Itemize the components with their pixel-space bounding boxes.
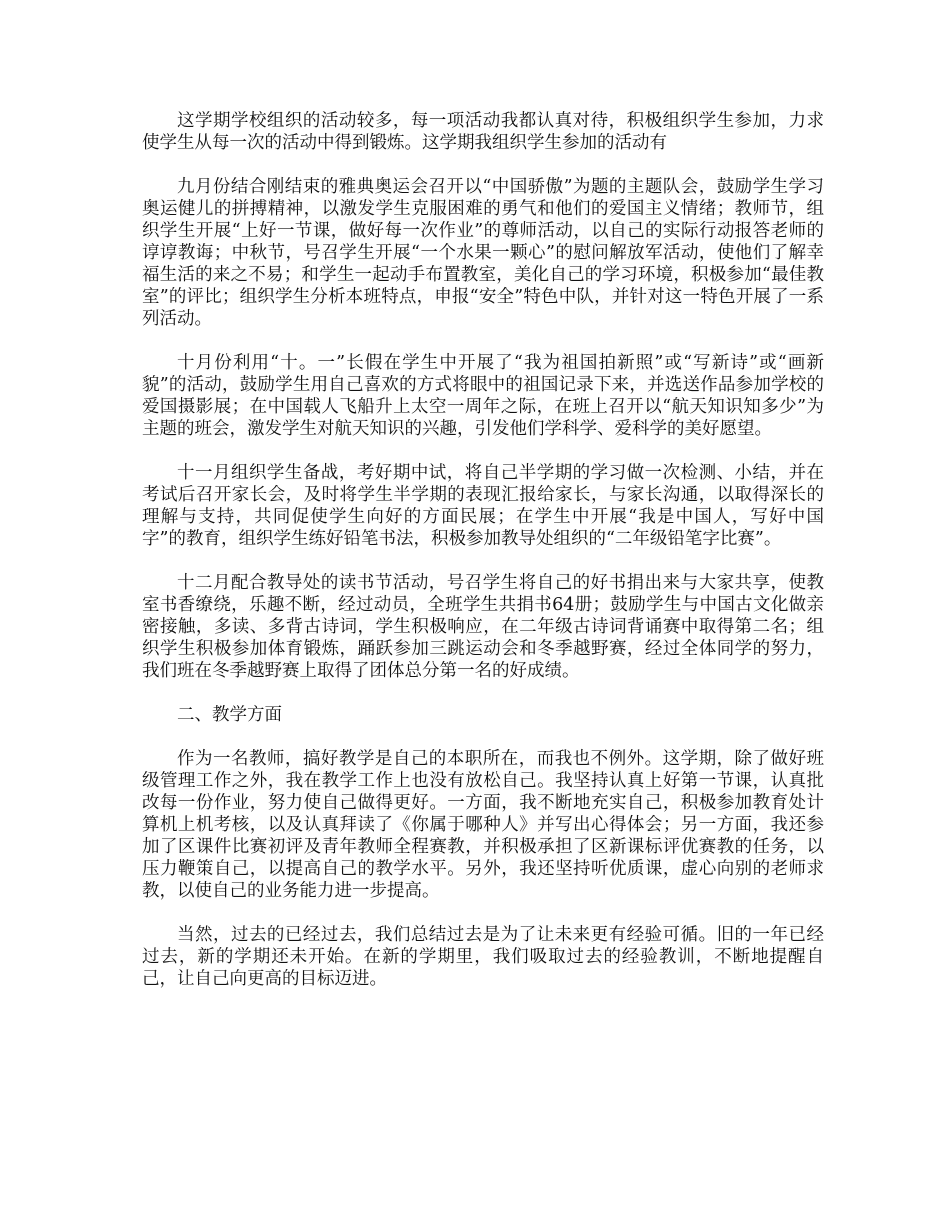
paragraph-december: 十二月配合教导处的读书节活动，号召学生将自己的好书捐出来与大家共享，使教室书香缭绕，乐趣不断，经过动员，全班学生共捐书64册；鼓励学生与中国古文化做亲密接触，多读、多背古诗词，学生积极响应，在二年级古诗词背诵赛中取得第二名；组织学生积极参加体育锻炼，踊跃参加三跳运动会和冬季越野赛，经过全体同学的努力，我们班在冬季越野赛上取得了团体总分第一名的好成绩。 — [142, 573, 824, 681]
paragraph-september: 九月份结合刚结束的雅典奥运会召开以“中国骄傲”为题的主题队会，鼓励学生学习奥运健儿的拼搏精神，以激发学生克服困难的勇气和他们的爱国主义情绪；教师节，组织学生开展“上好一节课，做好每一次作业”的尊师活动，以自己的实际行动报答老师的谆谆教诲；中秋节，号召学生开展“一个水果一颗心”的慰问解放军活动，使他们了解幸福生活的来之不易；和学生一起动手布置教室，美化自己的学习环境，积极参加“最佳教室”的评比；组织学生分析本班特点，申报“安全”特色中队，并针对这一特色开展了一系列活动。 — [142, 177, 824, 329]
paragraph-october: 十月份利用“十。一”长假在学生中开展了“我为祖国拍新照”或“写新诗”或“画新貌”的活动，鼓励学生用自己喜欢的方式将眼中的祖国记录下来，并选送作品参加学校的爱国摄影展；在中国载人飞船升上太空一周年之际，在班上召开以“航天知识知多少”为主题的班会，激发学生对航天知识的兴趣，引发他们学科学、爱科学的美好愿望。 — [142, 353, 824, 439]
paragraph-conclusion: 当然，过去的已经过去，我们总结过去是为了让未来更有经验可循。旧的一年已经过去，新的学期还未开始。在新的学期里，我们吸取过去的经验教训，不断地提醒自己，让自己向更高的目标迈进。 — [142, 925, 824, 989]
section-heading-teaching: 二、教学方面 — [177, 705, 282, 725]
paragraph-activities-intro: 这学期学校组织的活动较多，每一项活动我都认真对待，积极组织学生参加，力求使学生从每一次的活动中得到锻炼。这学期我组织学生参加的活动有 — [142, 111, 824, 153]
paragraph-teaching: 作为一名教师，搞好教学是自己的本职所在，而我也不例外。这学期，除了做好班级管理工作之外，我在教学工作上也没有放松自己。我坚持认真上好第一节课，认真批改每一份作业，努力使自己做得更好。一方面，我不断地充实自己，积极参加教育处计算机上机考核，以及认真拜读了《你属于哪种人》并写出心得体会；另一方面，我还参加了区课件比赛初评及青年教师全程赛教，并积极承担了区新课标评优赛教的任务，以压力鞭策自己，以提高自己的教学水平。另外，我还坚持听优质课，虚心向别的老师求教，以使自己的业务能力进一步提高。 — [142, 749, 824, 901]
paragraph-november: 十一月组织学生备战，考好期中试，将自己半学期的学习做一次检测、小结，并在考试后召开家长会，及时将学生半学期的表现汇报给家长，与家长沟通，以取得深长的理解与支持，共同促使学生向好的方面民展；在学生中开展“我是中国人，写好中国字”的教育，组织学生练好铅笔书法，积极参加教导处组织的“二年级铅笔字比赛”。 — [142, 463, 824, 549]
document-body — [142, 110, 824, 1012]
